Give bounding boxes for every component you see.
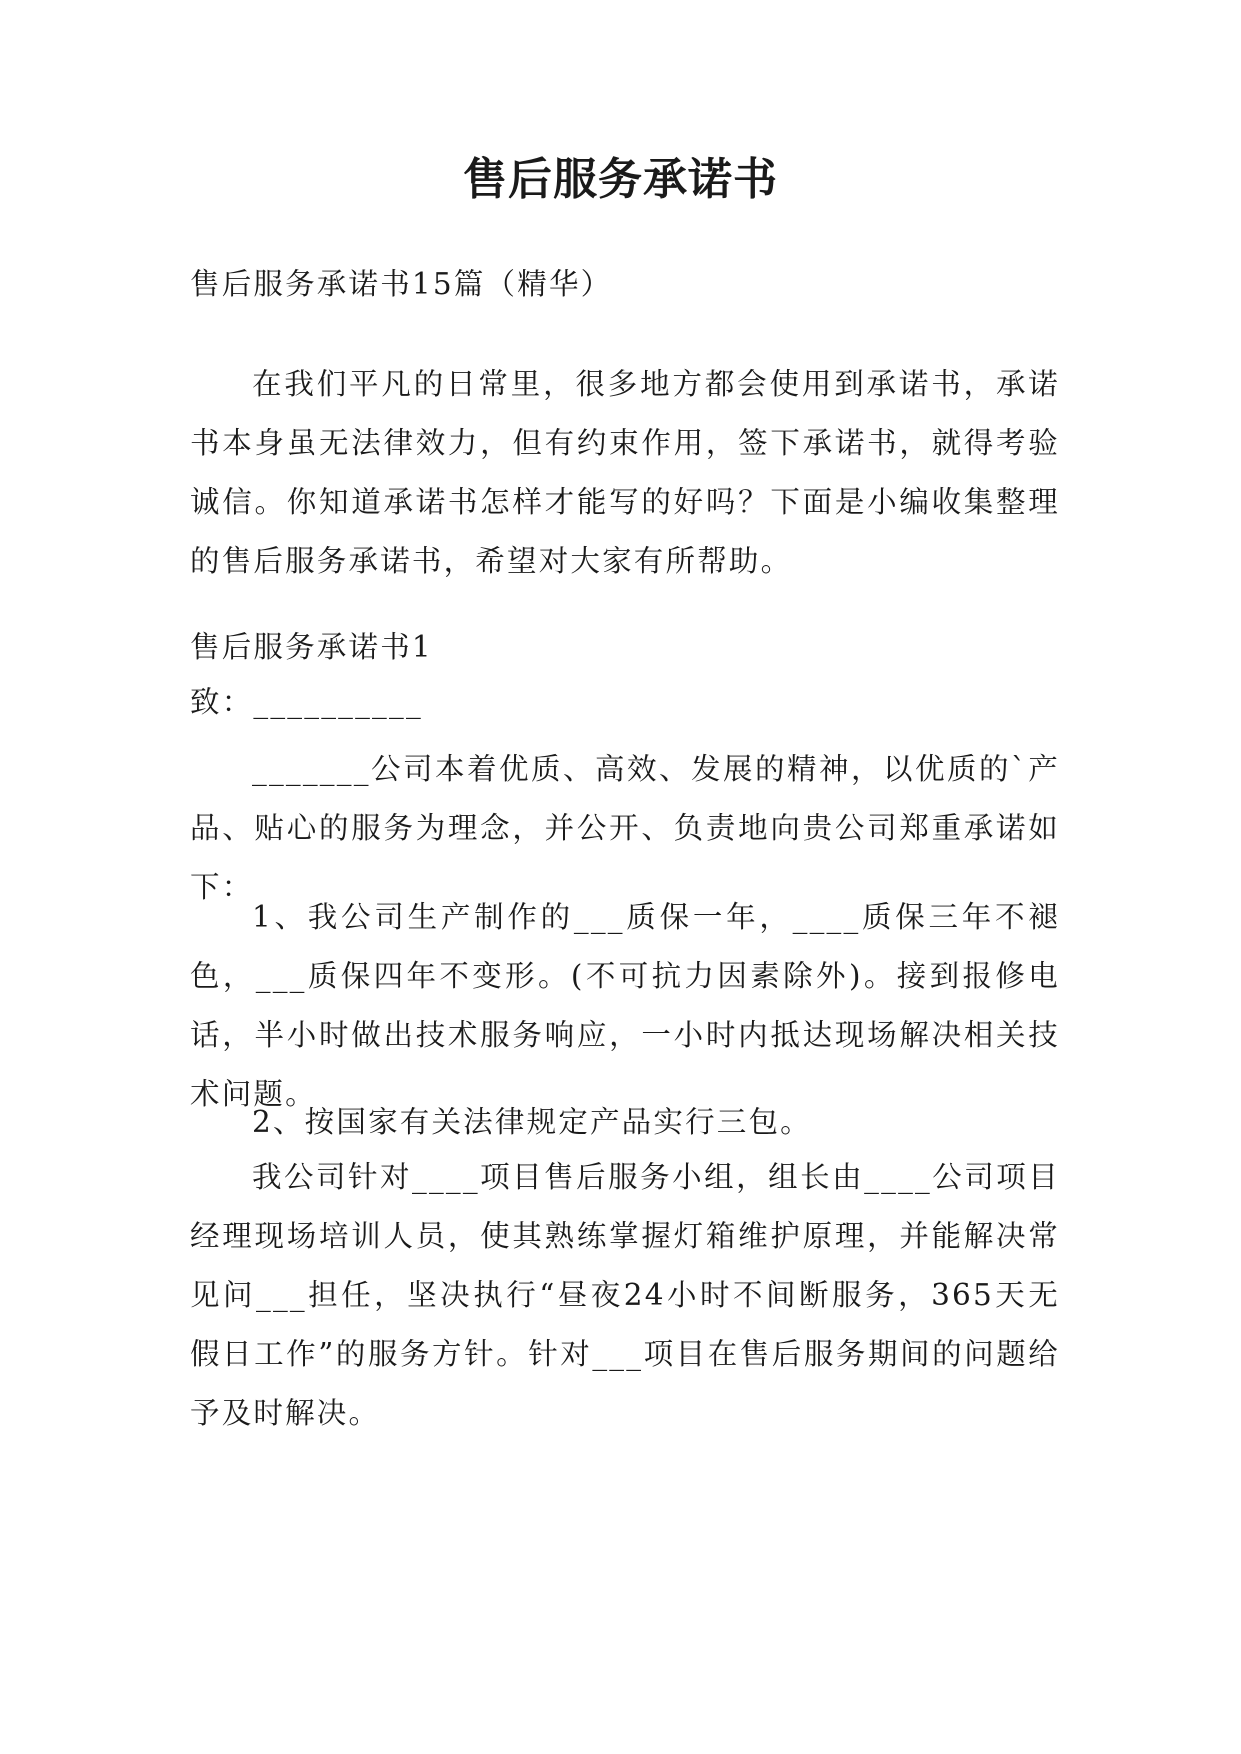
commitment-item-2: 2、按国家有关法律规定产品实行三包。 xyxy=(252,1105,812,1139)
commitment-item-1: 1、我公司生产制作的___质保一年，____质保三年不褪色，___质保四年不变形。(不可抗力因素除外)。接到报修电话，半小时做出技术服务响应，一小时内抵达现场解决相关技术问题。 xyxy=(190,900,1060,1111)
service-team-paragraph: 我公司针对____项目售后服务小组，组长由____公司项目经理现场培训人员，使其熟练掌握灯箱维护原理，并能解决常见问___担任，坚决执行“昼夜24小时不间断服务，365天无假日工作”的服务方针。针对___项目在售后服务期间的问题给予及时解决。 xyxy=(190,1160,1060,1430)
intro-paragraph: 在我们平凡的日常里，很多地方都会使用到承诺书，承诺书本身虽无法律效力，但有约束作用，签下承诺书，就得考验诚信。你知道承诺书怎样才能写的好吗？下面是小编收集整理的售后服务承诺书，希望对大家有所帮助。 xyxy=(190,367,1060,578)
document-subtitle: 售后服务承诺书15篇（精华） xyxy=(190,267,613,301)
document-title: 售后服务承诺书 xyxy=(463,154,778,205)
salutation-line: 致：__________ xyxy=(190,685,423,719)
company-commitment-paragraph: _______公司本着优质、高效、发展的精神，以优质的`产品、贴心的服务为理念，并公开、负责地向贵公司郑重承诺如下： xyxy=(190,752,1060,904)
section-heading: 售后服务承诺书1 xyxy=(190,630,433,664)
